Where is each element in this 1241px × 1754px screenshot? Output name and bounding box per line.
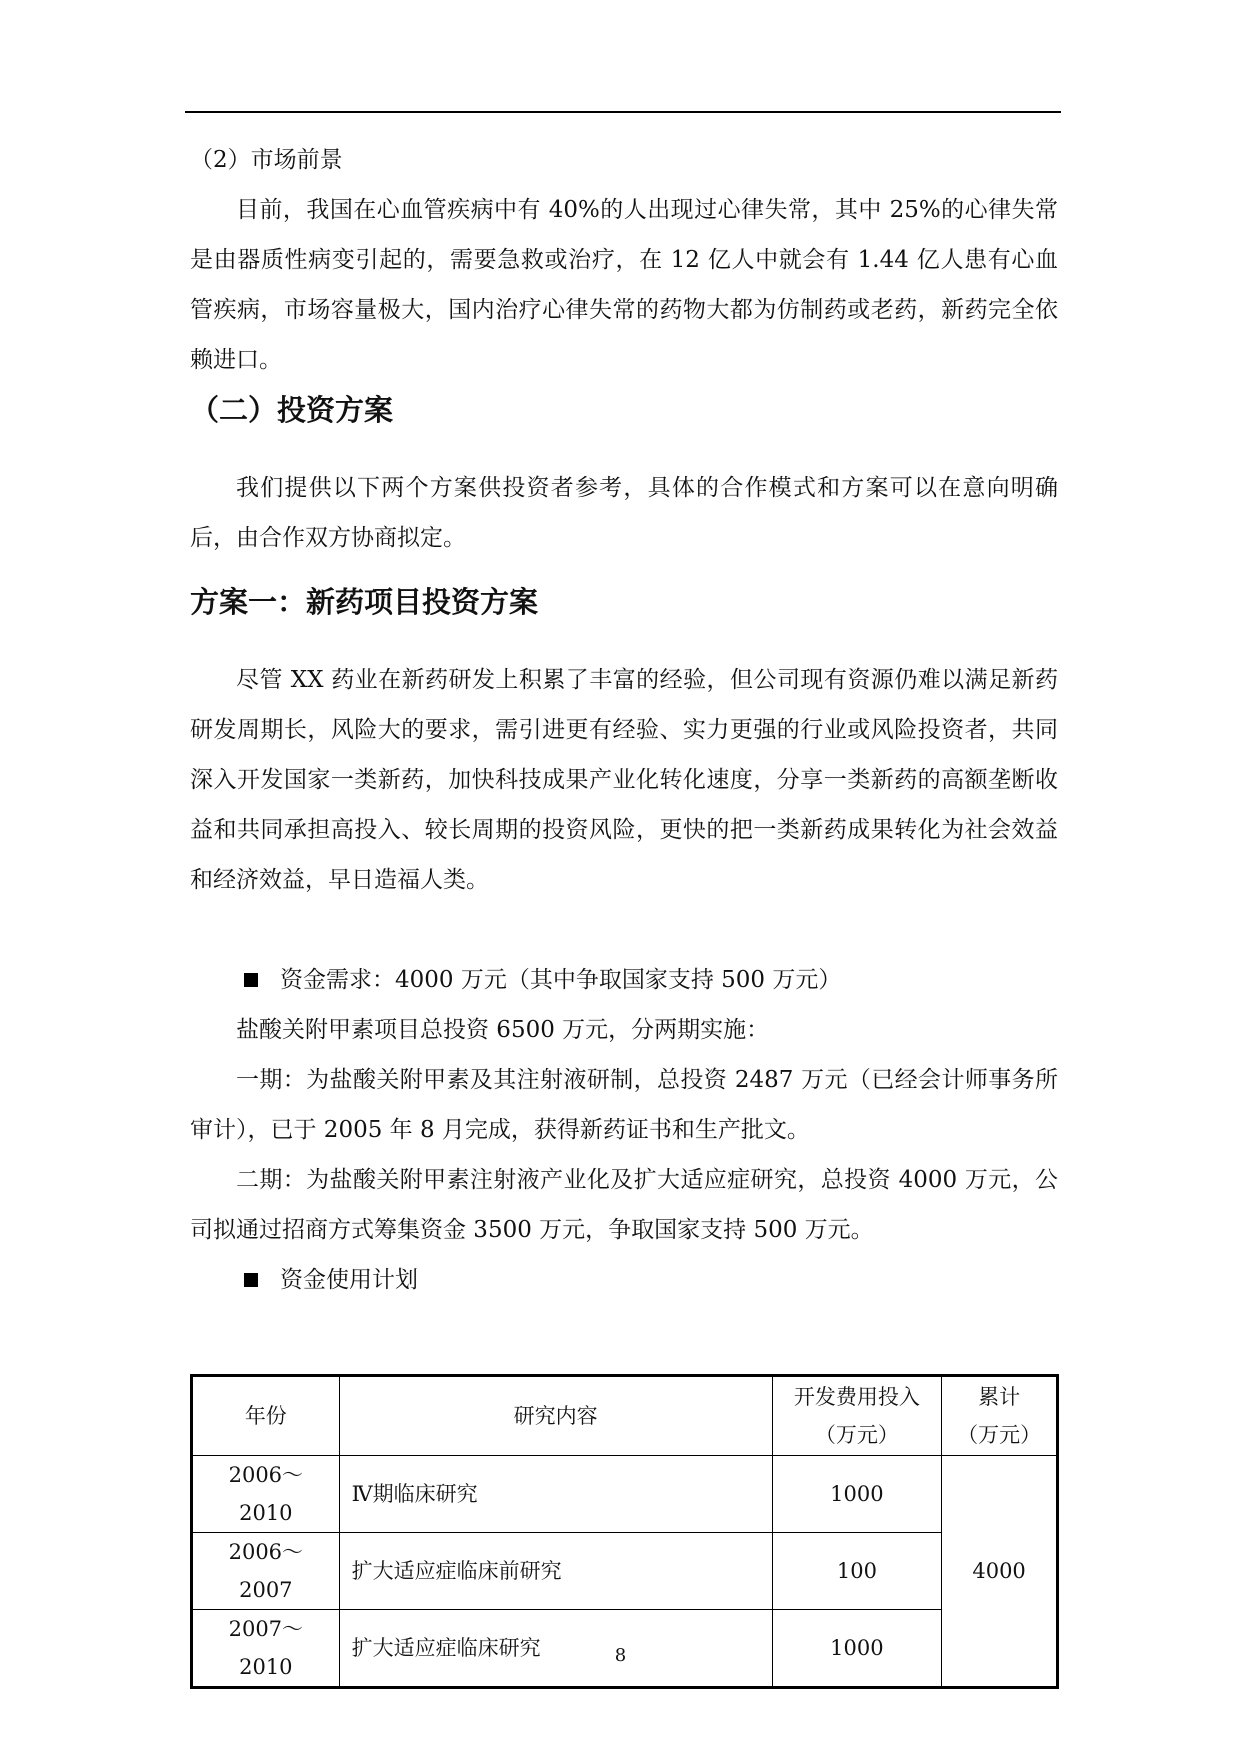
market-paragraph: 目前，我国在心血管疾病中有 40%的人出现过心律失常，其中 25%的心律失常是由器质性病变引起的，需要急救或治疗，在 12 亿人中就会有 1.44 亿人患有心血管疾病，市场容量极大，国内治疗心律失常的药物大都为仿制药或老药，新药完全依赖进口。 [190, 197, 1058, 373]
header-total-line2: （万元） [957, 1423, 1042, 1447]
row-cost: 1000 [772, 1456, 942, 1533]
header-year: 年份 [192, 1376, 340, 1456]
square-bullet-icon [244, 1273, 258, 1287]
header-rule [185, 111, 1061, 113]
row-cost: 1000 [772, 1610, 942, 1688]
plan-bullet [190, 1255, 1058, 1305]
row-content: 扩大适应症临床前研究 [339, 1533, 772, 1610]
row-year: 2007～2010 [192, 1610, 340, 1688]
row-content: 扩大适应症临床研究 [339, 1610, 772, 1688]
phase-one-paragraph: 一期：为盐酸关附甲素及其注射液研制，总投资 2487 万元（已经会计师事务所审计），已于 2005 年 8 月完成，获得新药证书和生产批文。 [190, 1067, 1058, 1143]
square-bullet-icon [244, 973, 258, 987]
header-cost [772, 1376, 942, 1456]
row-content: Ⅳ期临床研究 [339, 1456, 772, 1533]
header-cost-line2: （万元） [814, 1423, 899, 1447]
total-investment-line: 盐酸关附甲素项目总投资 6500 万元，分两期实施： [236, 1017, 770, 1043]
table-header-row [192, 1376, 1058, 1456]
plan-one-intro: 尽管 XX 药业在新药研发上积累了丰富的经验，但公司现有资源仍难以满足新药研发周期长，风险大的要求，需引进更有经验、实力更强的行业或风险投资者，共同深入开发国家一类新药，加快科技成果产业化转化速度，分享一类新药的高额垄断收益和共同承担高投入、较长周期的投资风险，更快的把一类新药成果转化为社会效益和经济效益，早日造福人类。 [190, 667, 1058, 893]
subsection-heading-market: （2）市场前景 [190, 147, 343, 173]
header-cost-line1: 开发费用投入 [793, 1385, 920, 1409]
plan-bullet-text: 资金使用计划 [280, 1267, 418, 1293]
page-number: 8 [614, 1645, 627, 1666]
section-heading-investment: （二）投资方案 [190, 393, 394, 427]
row-year: 2006～2010 [192, 1456, 340, 1533]
total-cell: 4000 [942, 1456, 1058, 1688]
phase-two-paragraph: 二期：为盐酸关附甲素注射液产业化及扩大适应症研究，总投资 4000 万元，公司拟通过招商方式筹集资金 3500 万元，争取国家支持 500 万元。 [190, 1167, 1058, 1243]
investment-paragraph: 我们提供以下两个方案供投资者参考，具体的合作模式和方案可以在意向明确后，由合作双方协商拟定。 [190, 475, 1058, 551]
header-content: 研究内容 [339, 1376, 772, 1456]
funding-bullet [190, 955, 1058, 1005]
funding-bullet-text: 资金需求：4000 万元（其中争取国家支持 500 万元） [280, 967, 842, 993]
funds-usage-table [190, 1374, 1059, 1689]
header-total-line1: 累计 [978, 1385, 1021, 1409]
row-year: 2006～2007 [192, 1533, 340, 1610]
table-row [192, 1456, 1058, 1533]
row-cost: 100 [772, 1533, 942, 1610]
plan-one-heading: 方案一：新药项目投资方案 [190, 585, 539, 619]
header-total [942, 1376, 1058, 1456]
table-row [192, 1533, 1058, 1610]
